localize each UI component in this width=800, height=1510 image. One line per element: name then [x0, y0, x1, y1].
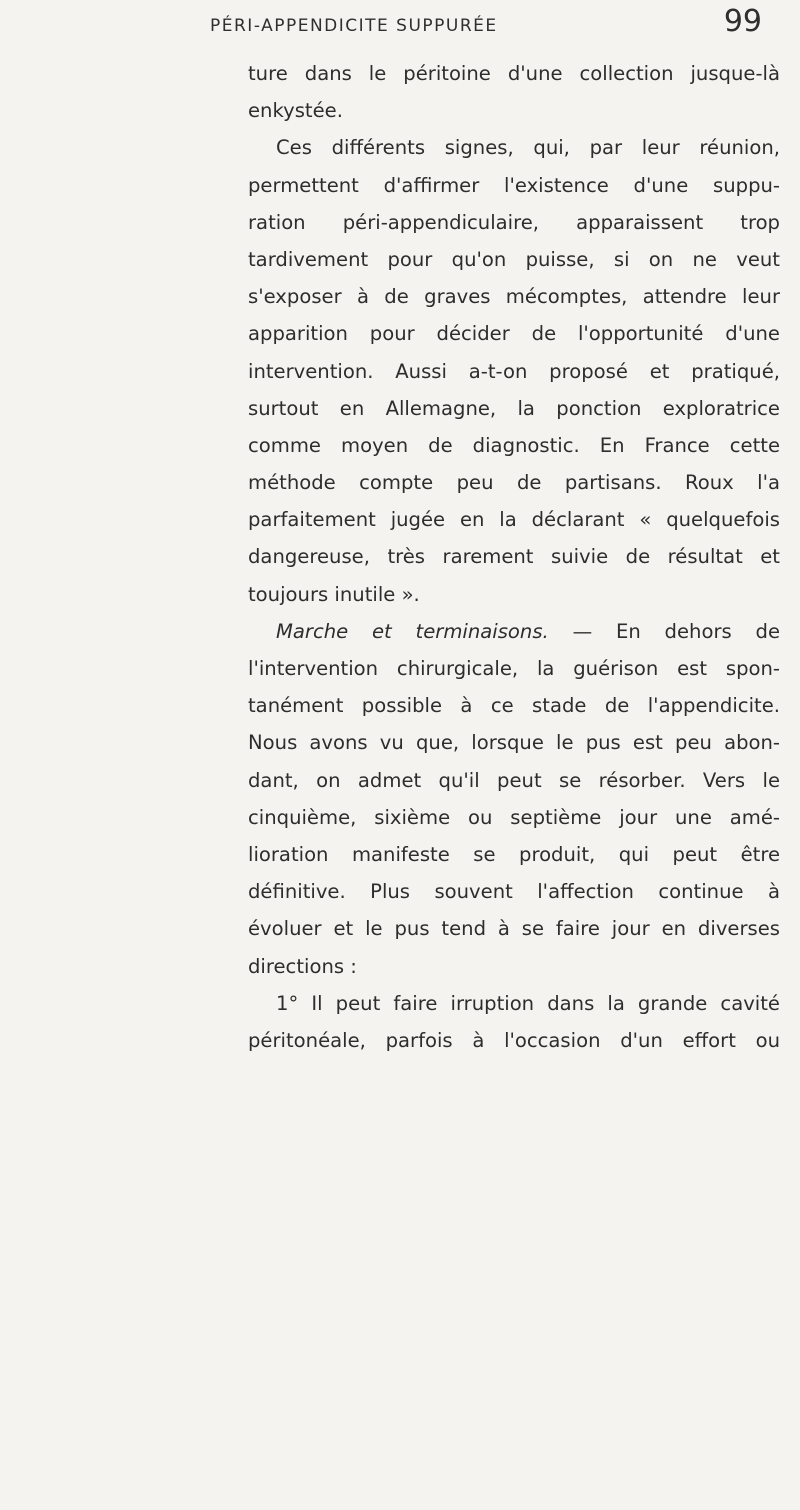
- text-line: évoluer et le pus tend à se faire jour en diverses: [248, 917, 780, 941]
- text-line: tardivement pour qu'on puisse, si on ne veut: [248, 247, 780, 271]
- text-line: directions :: [248, 954, 357, 978]
- text-line: dant, on admet qu'il peut se résorber. Vers le: [248, 768, 780, 792]
- text-line: tanément possible à ce stade de l'appendicite.: [248, 694, 780, 718]
- text-line: intervention. Aussi a-t-on proposé et pratiqué,: [248, 359, 780, 383]
- section-heading-line: [248, 613, 780, 650]
- section-heading: Marche et terminaisons.: [276, 619, 549, 643]
- text-line: apparition pour décider de l'opportunité d'une: [248, 322, 780, 346]
- text-line: cinquième, sixième ou septième jour une amé-: [248, 805, 780, 829]
- text-line: enkystée.: [248, 99, 343, 123]
- text-line: comme moyen de diagnostic. En France cette: [248, 433, 780, 457]
- text-fragment: — En dehors de: [572, 619, 780, 643]
- text-line: toujours inutile ».: [248, 582, 420, 606]
- text-line: méthode compte peu de partisans. Roux l'a: [248, 471, 780, 495]
- text-line: Nous avons vu que, lorsque le pus est peu abon-: [248, 731, 780, 755]
- text-line: dangereuse, très rarement suivie de résultat et: [248, 545, 780, 569]
- text-line: ration péri-appendiculaire, apparaissent trop: [248, 210, 780, 234]
- page-number: 99: [723, 4, 762, 39]
- body-text: [248, 55, 780, 1059]
- text-line: 1° Il peut faire irruption dans la grande cavité: [276, 991, 780, 1015]
- text-line: s'exposer à de graves mécomptes, attendre leur: [248, 285, 780, 309]
- text-line: lioration manifeste se produit, qui peut être: [248, 842, 780, 866]
- text-line: surtout en Allemagne, la ponction exploratrice: [248, 396, 780, 420]
- text-line: l'intervention chirurgicale, la guérison est spon-: [248, 657, 780, 680]
- text-line: définitive. Plus souvent l'affection continue à: [248, 880, 780, 904]
- text-line: permettent d'affirmer l'existence d'une suppu-: [248, 173, 780, 197]
- text-line: Ces différents signes, qui, par leur réunion,: [276, 136, 780, 160]
- running-title: PÉRI-APPENDICITE SUPPURÉE: [210, 16, 498, 36]
- text-line: parfaitement jugée en la déclarant « quelquefois: [248, 508, 780, 532]
- text-line: péritonéale, parfois à l'occasion d'un effort ou: [248, 1028, 780, 1052]
- page-header: [210, 4, 770, 44]
- text-line: ture dans le péritoine d'une collection jusque-là: [248, 62, 780, 85]
